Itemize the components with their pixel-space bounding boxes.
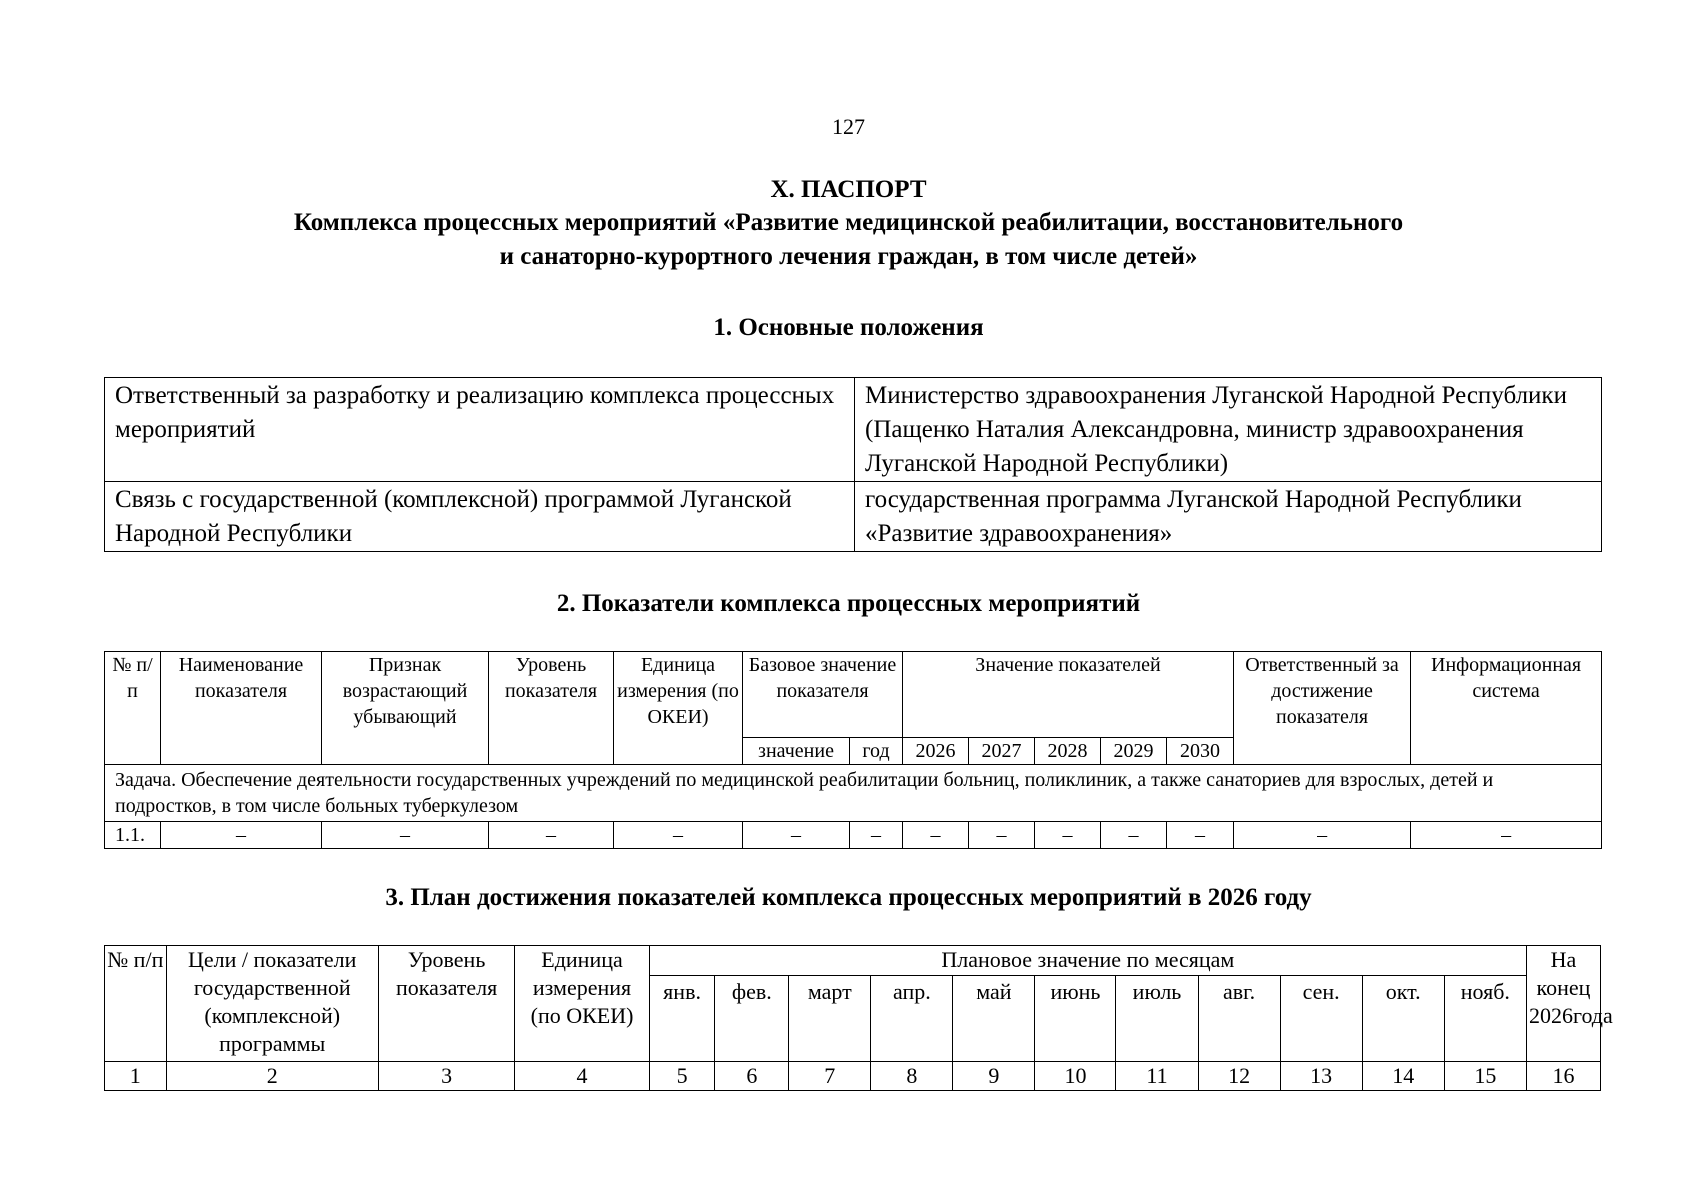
column-number: 2 <box>166 1062 378 1091</box>
column-number: 4 <box>515 1062 649 1091</box>
column-number-row <box>105 1062 1601 1091</box>
cell-dash: – <box>969 822 1035 849</box>
column-number: 16 <box>1526 1062 1600 1091</box>
cell-dash: – <box>1411 822 1602 849</box>
header-unit: Единица измерения (по ОКЕИ) <box>614 652 743 765</box>
column-number: 15 <box>1444 1062 1526 1091</box>
header-year: 2029 <box>1101 738 1167 765</box>
column-number: 10 <box>1035 1062 1116 1091</box>
header-base: Базовое значение показателя <box>743 652 903 738</box>
header-year: 2027 <box>969 738 1035 765</box>
task-row <box>105 765 1602 822</box>
cell-dash: – <box>1234 822 1411 849</box>
page-number: 127 <box>832 114 865 139</box>
header-month: нояб. <box>1444 976 1526 1062</box>
header-month: июнь <box>1035 976 1116 1062</box>
header-system: Информационная система <box>1411 652 1602 765</box>
cell-dash: – <box>1101 822 1167 849</box>
indicators-table <box>104 651 1602 849</box>
provisions-value: государственная программа Луганской Народной Республики «Развитие здравоохранения» <box>855 482 1602 552</box>
task-text: Задача. Обеспечение деятельности государственных учреждений по медицинской реабилитации больниц, поликлиник, а также санаториев для взрослых, детей и подростков, в том числе больных туберкулезом <box>105 765 1602 822</box>
column-number: 12 <box>1198 1062 1280 1091</box>
header-month: окт. <box>1362 976 1444 1062</box>
header-sign: Признак возрастающий убывающий <box>322 652 489 765</box>
header-name: Наименование показателя <box>161 652 322 765</box>
header-end: На конец 2026года <box>1526 946 1600 1062</box>
header-base-year: год <box>850 738 903 765</box>
header-level: Уровень показателя <box>378 946 514 1062</box>
cell-dash: – <box>322 822 489 849</box>
header-num: № п/п <box>105 946 167 1062</box>
header-values: Значение показателей <box>903 652 1234 738</box>
header-year: 2030 <box>1167 738 1234 765</box>
header-month: июль <box>1116 976 1198 1062</box>
column-number: 9 <box>953 1062 1035 1091</box>
header-month: март <box>789 976 871 1062</box>
header-num: № п/п <box>105 652 161 765</box>
header-base-value: значение <box>743 738 850 765</box>
column-number: 14 <box>1362 1062 1444 1091</box>
plan-table <box>104 945 1613 1091</box>
document-subtitle-line1: Комплекса процессных мероприятий «Развитие медицинской реабилитации, восстановительного <box>293 209 1404 236</box>
header-month: авг. <box>1198 976 1280 1062</box>
column-number: 11 <box>1116 1062 1198 1091</box>
document-title: X. ПАСПОРТ <box>770 176 927 203</box>
header-goals: Цели / показатели государственной (комплексной) программы <box>166 946 378 1062</box>
table-header-row <box>105 946 1601 976</box>
cell-dash: – <box>903 822 969 849</box>
column-number: 7 <box>789 1062 871 1091</box>
header-year: 2026 <box>903 738 969 765</box>
cell-dash: – <box>850 822 903 849</box>
header-level: Уровень показателя <box>489 652 614 765</box>
table-row <box>105 378 1602 482</box>
header-month: май <box>953 976 1035 1062</box>
column-number: 5 <box>649 1062 715 1091</box>
header-unit: Единица измерения (по ОКЕИ) <box>515 946 649 1062</box>
section2-title: 2. Показатели комплекса процессных мероприятий <box>556 590 1141 617</box>
cell-dash: – <box>161 822 322 849</box>
cell-dash: – <box>743 822 850 849</box>
document-subtitle-line2: и санаторно-курортного лечения граждан, в том числе детей» <box>499 243 1198 270</box>
header-month: апр. <box>871 976 953 1062</box>
cell-dash: – <box>1035 822 1101 849</box>
header-month: сен. <box>1280 976 1362 1062</box>
header-monthly: Плановое значение по месяцам <box>649 946 1526 976</box>
section1-title: 1. Основные положения <box>713 314 984 341</box>
provisions-label: Связь с государственной (комплексной) программой Луганской Народной Республики <box>105 482 855 552</box>
header-responsible: Ответственный за достижение показателя <box>1234 652 1411 765</box>
table-header-row <box>105 652 1602 738</box>
cell-dash: – <box>1167 822 1234 849</box>
header-year: 2028 <box>1035 738 1101 765</box>
column-number: 6 <box>715 1062 789 1091</box>
cell-dash: – <box>614 822 743 849</box>
main-provisions-table <box>104 377 1602 552</box>
header-month: фев. <box>715 976 789 1062</box>
column-number: 1 <box>105 1062 167 1091</box>
column-number: 8 <box>871 1062 953 1091</box>
provisions-label: Ответственный за разработку и реализацию комплекса процессных мероприятий <box>105 378 855 482</box>
row-num: 1.1. <box>105 822 161 849</box>
cell-dash: – <box>489 822 614 849</box>
table-row <box>105 482 1602 552</box>
header-month: янв. <box>649 976 715 1062</box>
column-number: 3 <box>378 1062 514 1091</box>
table-row <box>105 822 1602 849</box>
section3-title: 3. План достижения показателей комплекса процессных мероприятий в 2026 году <box>385 884 1312 911</box>
column-number: 13 <box>1280 1062 1362 1091</box>
provisions-value: Министерство здравоохранения Луганской Народной Республики (Пащенко Наталия Александровна, министр здравоохранения Луганской Народной Республики) <box>855 378 1602 482</box>
